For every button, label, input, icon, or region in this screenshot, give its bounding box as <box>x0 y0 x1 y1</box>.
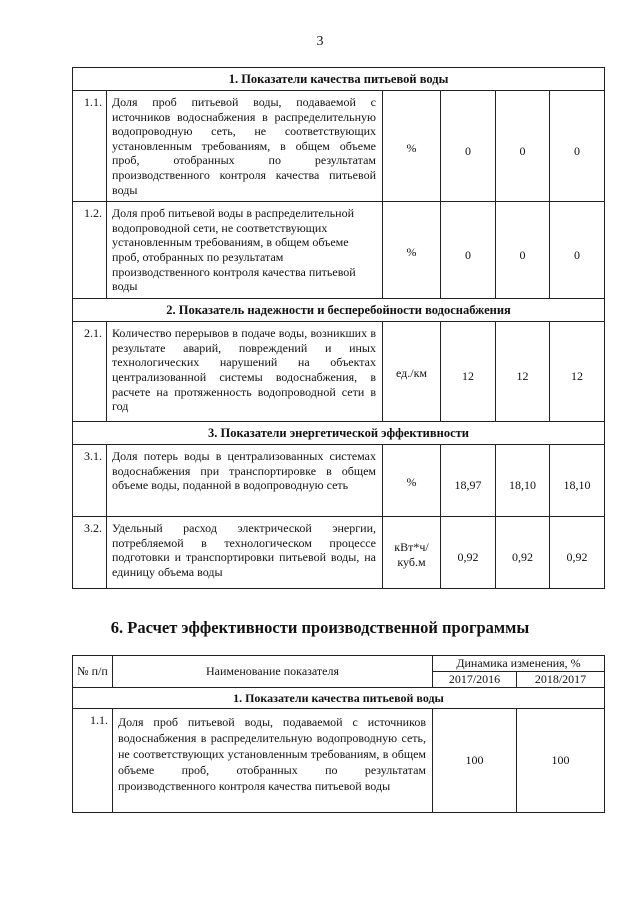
table-row <box>73 322 605 422</box>
row-value: 0,92 <box>550 517 605 589</box>
row-value: 0 <box>496 91 550 202</box>
row-number: 3.1. <box>73 445 107 517</box>
row-value: 0 <box>550 202 605 299</box>
row-description: Количество перерывов в подаче воды, возникших в результате аварий, повреждений и иных технологических нарушений на объектах централизованной системы водоснабжения, в расчете на протяженность водопроводной сети в год <box>107 322 383 422</box>
row-description: Доля проб питьевой воды, подаваемой с источников водоснабжения в распределительную водопроводную сеть, не соответствующих установленным требованиям, в общем объеме проб, отобранных по результатам производственного контроля качества питьевой воды <box>113 709 433 813</box>
section-header: 1. Показатели качества питьевой воды <box>73 688 605 709</box>
row-value: 0,92 <box>441 517 496 589</box>
table-row <box>73 517 605 589</box>
section-header: 3. Показатели энергетической эффективности <box>73 422 605 445</box>
row-value: 0 <box>550 91 605 202</box>
section-header: 1. Показатели качества питьевой воды <box>73 68 605 91</box>
row-unit: ед./км <box>383 322 441 422</box>
table-row <box>73 91 605 202</box>
row-number: 3.2. <box>73 517 107 589</box>
row-number: 1.1. <box>73 709 113 813</box>
section-header: 2. Показатель надежности и бесперебойности водоснабжения <box>73 299 605 322</box>
row-unit: % <box>383 445 441 517</box>
column-header-year: 2017/2016 <box>433 672 517 688</box>
row-value: 0 <box>441 91 496 202</box>
row-description: Удельный расход электрической энергии, потребляемой в технологическом процессе подготовки и транспортировки питьевой воды, на единицу объема воды <box>107 517 383 589</box>
column-header-number: № п/п <box>73 656 113 688</box>
row-number: 1.1. <box>73 91 107 202</box>
row-number: 1.2. <box>73 202 107 299</box>
row-value: 12 <box>441 322 496 422</box>
column-header-dynamics: Динамика изменения, % <box>433 656 605 672</box>
row-value: 18,10 <box>496 445 550 517</box>
row-number: 2.1. <box>73 322 107 422</box>
indicators-table <box>72 67 605 589</box>
row-unit: кВт*ч/ куб.м <box>383 517 441 589</box>
column-header-name: Наименование показателя <box>113 656 433 688</box>
row-value: 0 <box>496 202 550 299</box>
table-row <box>73 709 605 813</box>
row-value: 0 <box>441 202 496 299</box>
row-value: 12 <box>496 322 550 422</box>
row-value: 0,92 <box>496 517 550 589</box>
row-value: 18,10 <box>550 445 605 517</box>
row-unit: % <box>383 91 441 202</box>
row-description: Доля проб питьевой воды, подаваемой с источников водоснабжения в распределительную водопроводную сеть, не соответствующих установленным требованиям, в общем объеме проб, отобранных по результатам производственного контроля качества питьевой воды <box>107 91 383 202</box>
table-row <box>73 202 605 299</box>
row-value: 100 <box>517 709 605 813</box>
row-value: 100 <box>433 709 517 813</box>
row-unit: % <box>383 202 441 299</box>
section-title: 6. Расчет эффективности производственной программы <box>110 618 530 637</box>
efficiency-table <box>72 655 605 813</box>
row-description: Доля потерь воды в централизованных системах водоснабжения при транспортировке в общем объеме воды, поданной в водопроводную сеть <box>107 445 383 517</box>
page-number: 3 <box>316 34 324 49</box>
row-description: Доля проб питьевой воды в распределительной водопроводной сети, не соответствующих установленным требованиям, в общем объеме проб, отобранных по результатам производственного контроля качества питьевой воды <box>107 202 383 299</box>
table-row <box>73 445 605 517</box>
row-value: 12 <box>550 322 605 422</box>
row-value: 18,97 <box>441 445 496 517</box>
column-header-year: 2018/2017 <box>517 672 605 688</box>
